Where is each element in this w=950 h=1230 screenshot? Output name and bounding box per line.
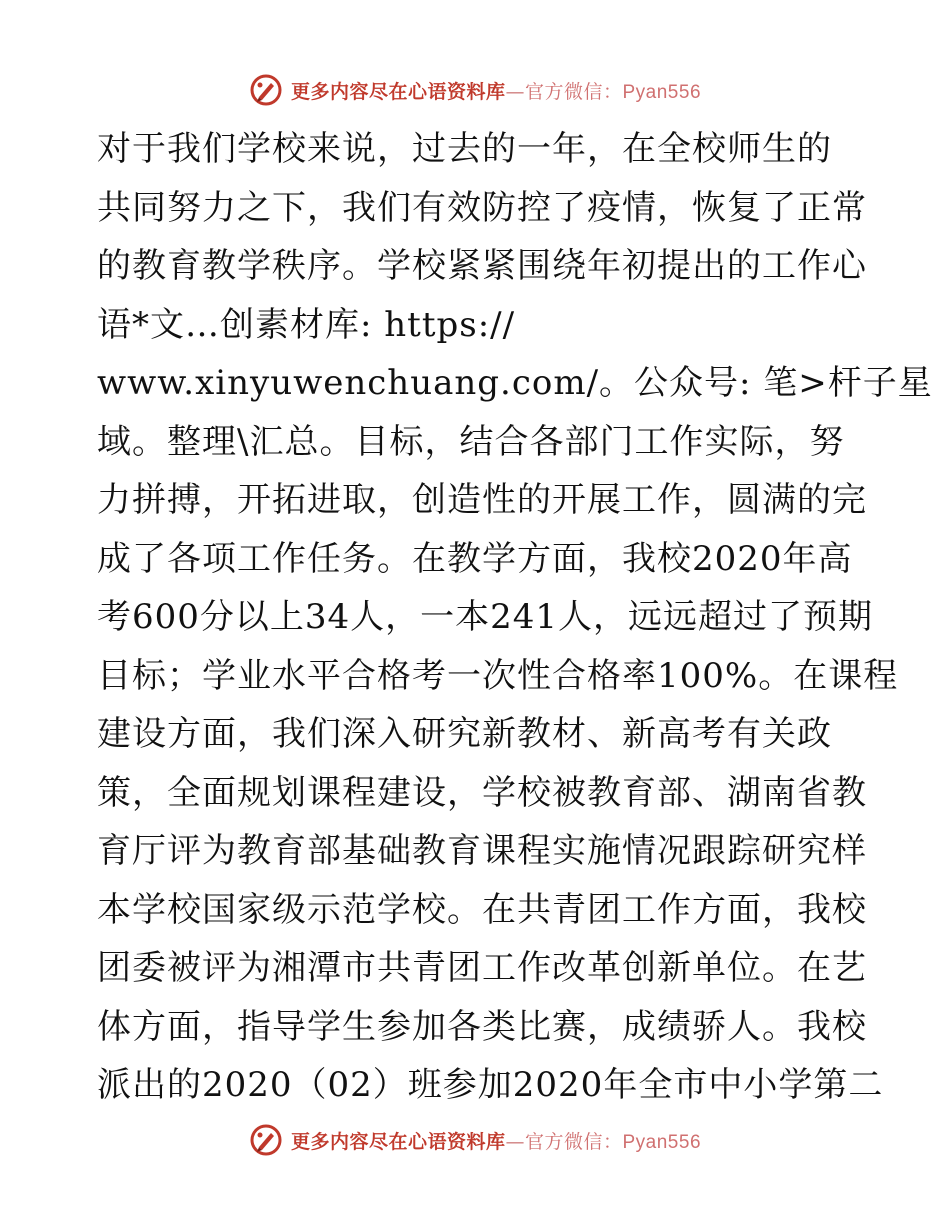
header-banner bbox=[0, 70, 950, 110]
header-banner-inner bbox=[249, 73, 701, 107]
footer-banner-wechat-label: 官方微信： bbox=[524, 1130, 623, 1153]
footer-banner bbox=[0, 1120, 950, 1160]
body-line: 策，全面规划课程建设，学校被教育部、湖南省教 bbox=[97, 772, 867, 813]
body-line: 目标；学业水平合格考一次性合格率100%。在课程 bbox=[97, 655, 899, 696]
body-line: 考600分以上34人，一本241人，远远超过了预期 bbox=[97, 597, 874, 637]
body-line: 本学校国家级示范学校。在共青团工作方面，我校 bbox=[97, 889, 867, 930]
body-line: 语*文…创素材库: https:// bbox=[97, 304, 516, 345]
body-line: 域。整理\汇总。目标，结合各部门工作实际，努 bbox=[97, 421, 845, 462]
body-line: 成了各项工作任务。在教学方面，我校2020年高 bbox=[97, 538, 853, 579]
body-line: www.xinyuwenchuang.com/。公众号: 笔>杆子星 bbox=[97, 363, 933, 403]
footer-banner-main: 更多内容尽在心语资料库 bbox=[290, 1130, 506, 1153]
body-line: 团委被评为湘潭市共青团工作改革创新单位。在艺 bbox=[97, 948, 867, 988]
body-line: 体方面，指导学生参加各类比赛，成绩骄人。我校 bbox=[97, 1006, 867, 1047]
pen-logo-icon bbox=[249, 1123, 283, 1157]
header-banner-text bbox=[291, 77, 701, 104]
footer-banner-wechat-id: Pyan556 bbox=[622, 1131, 702, 1153]
header-banner-wechat-label: 官方微信： bbox=[524, 80, 623, 103]
footer-banner-text bbox=[291, 1127, 701, 1154]
body-line: 建设方面，我们深入研究新教材、新高考有关政 bbox=[97, 714, 832, 754]
body-line: 对于我们学校来说，过去的一年，在全校师生的 bbox=[97, 129, 832, 169]
body-line: 派出的2020（02）班参加2020年全市中小学第二 bbox=[97, 1065, 884, 1105]
pen-logo-icon bbox=[249, 73, 283, 107]
header-banner-separator: — bbox=[505, 80, 525, 103]
body-line: 的教育教学秩序。学校紧紧围绕年初提出的工作心 bbox=[97, 246, 867, 286]
body-line: 共同努力之下，我们有效防控了疫情，恢复了正常 bbox=[97, 187, 867, 228]
footer-banner-inner bbox=[249, 1123, 701, 1157]
document-body bbox=[97, 120, 933, 1110]
body-line: 育厅评为教育部基础教育课程实施情况跟踪研究样 bbox=[97, 831, 867, 871]
header-banner-wechat-id: Pyan556 bbox=[622, 81, 702, 103]
body-line: 力拼搏，开拓进取，创造性的开展工作，圆满的完 bbox=[97, 480, 867, 520]
header-banner-main: 更多内容尽在心语资料库 bbox=[290, 80, 506, 103]
footer-banner-separator: — bbox=[505, 1130, 525, 1153]
